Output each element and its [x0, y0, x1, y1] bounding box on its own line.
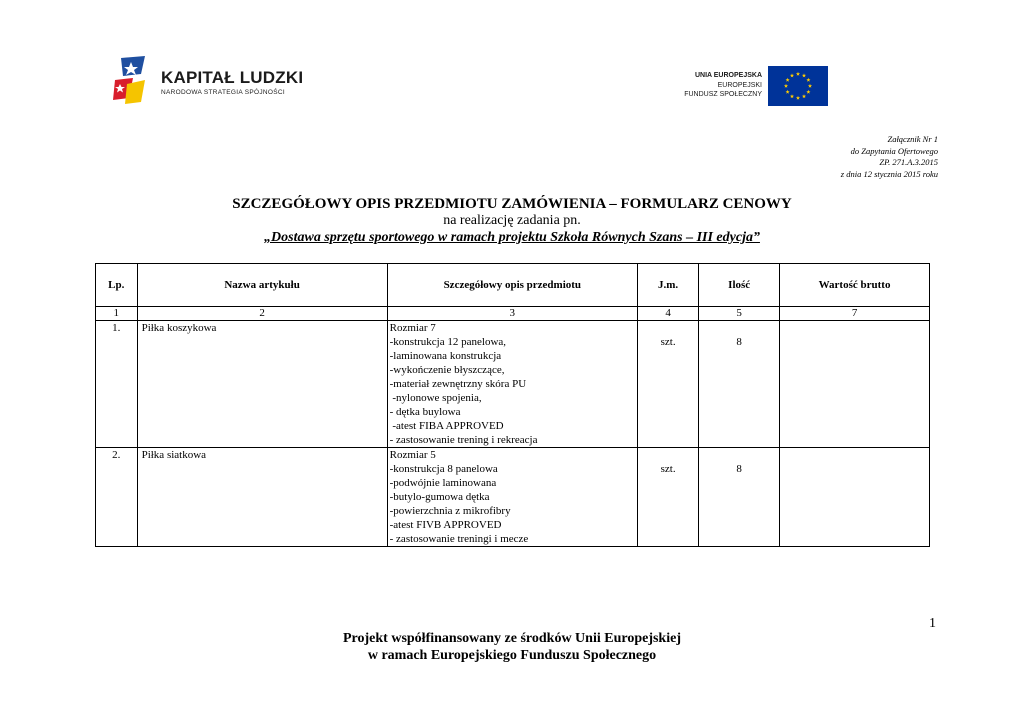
col-number: 7	[780, 307, 930, 321]
row-jm: szt.	[637, 321, 698, 448]
col-number: 2	[137, 307, 387, 321]
desc-line: -laminowana konstrukcja	[389, 350, 502, 362]
desc-line: - dętka buylowa	[389, 406, 461, 418]
header-name: Nazwa artykułu	[137, 264, 387, 307]
desc-line: -konstrukcja 12 panelowa,	[389, 336, 507, 348]
header-qty: Ilość	[699, 264, 780, 307]
desc-line: -atest FIVB APPROVED	[389, 519, 502, 531]
annex-line1: Załącznik Nr 1	[887, 134, 938, 144]
col-number: 3	[387, 307, 637, 321]
title-line2: na realizację zadania pn.	[443, 213, 581, 228]
footer-line2: w ramach Europejskiego Funduszu Społecznego	[367, 648, 657, 663]
title-line1: SZCZEGÓŁOWY OPIS PRZEDMIOTU ZAMÓWIENIA – FORMULARZ CENOWY	[232, 196, 792, 212]
row-value[interactable]	[780, 321, 930, 448]
desc-line: - zastosowanie trening i rekreacja	[389, 434, 538, 446]
footer	[0, 630, 1024, 664]
eu-logo-text	[684, 71, 762, 100]
kapital-ludzki-subtitle: NARODOWA STRATEGIA SPÓJNOŚCI	[161, 89, 285, 96]
desc-line: Rozmiar 7	[389, 322, 436, 334]
row-name: Piłka siatkowa	[137, 448, 387, 547]
table-header-row	[96, 264, 930, 307]
annex-note	[841, 134, 938, 180]
col-number: 5	[699, 307, 780, 321]
table-row	[96, 321, 930, 448]
table-row	[96, 448, 930, 547]
desc-line: -nylonowe spojenia,	[389, 392, 482, 404]
desc-line: - zastosowanie treningi i mecze	[389, 533, 529, 545]
desc-line: Rozmiar 5	[389, 449, 436, 461]
row-value[interactable]	[780, 448, 930, 547]
desc-line: -podwójnie laminowana	[389, 477, 497, 489]
row-desc	[387, 448, 637, 547]
page-number: 1	[929, 616, 936, 631]
annex-line4: z dnia 12 stycznia 2015 roku	[840, 168, 938, 179]
row-lp: 2.	[96, 448, 138, 547]
eu-logo-line1: UNIA EUROPEJSKA	[694, 72, 762, 79]
desc-line: -powierzchnia z mikrofibry	[389, 505, 511, 517]
row-name: Piłka koszykowa	[137, 321, 387, 448]
desc-line: -materiał zewnętrzny skóra PU	[389, 378, 527, 390]
price-form-table	[95, 263, 930, 547]
row-jm: szt.	[637, 448, 698, 547]
eu-flag-icon	[768, 66, 828, 106]
document-title	[0, 196, 1024, 246]
annex-line3: ZP. 271.A.3.2015	[879, 157, 938, 167]
row-desc	[387, 321, 637, 448]
kapital-ludzki-title: KAPITAŁ LUDZKI	[161, 68, 304, 87]
row-qty: 8	[699, 448, 780, 547]
header-desc: Szczegółowy opis przedmiotu	[387, 264, 637, 307]
kapital-ludzki-logo	[111, 54, 304, 106]
desc-line: -butylo-gumowa dętka	[389, 491, 490, 503]
footer-line1: Projekt współfinansowany ze środków Unii Europejskiej	[343, 631, 681, 646]
eu-logo-line3: FUNDUSZ SPOŁECZNY	[684, 91, 762, 98]
row-lp: 1.	[96, 321, 138, 448]
eu-logo-line2: EUROPEJSKI	[717, 81, 762, 89]
kapital-ludzki-emblem-icon	[111, 54, 157, 106]
eu-logo	[680, 65, 828, 105]
desc-line: -atest FIBA APPROVED	[389, 420, 504, 432]
col-number: 1	[96, 307, 138, 321]
col-number: 4	[637, 307, 698, 321]
title-line3: „Dostawa sprzętu sportowego w ramach projektu Szkoła Równych Szans – III edycja”	[264, 230, 760, 245]
annex-line2: do Zapytania Ofertowego	[850, 145, 938, 156]
row-qty: 8	[699, 321, 780, 448]
column-number-row	[96, 307, 930, 321]
desc-line: -konstrukcja 8 panelowa	[389, 463, 498, 475]
header-jm: J.m.	[637, 264, 698, 307]
header-lp: Lp.	[96, 264, 138, 307]
desc-line: -wykończenie błyszczące,	[389, 364, 505, 376]
header-value: Wartość brutto	[780, 264, 930, 307]
